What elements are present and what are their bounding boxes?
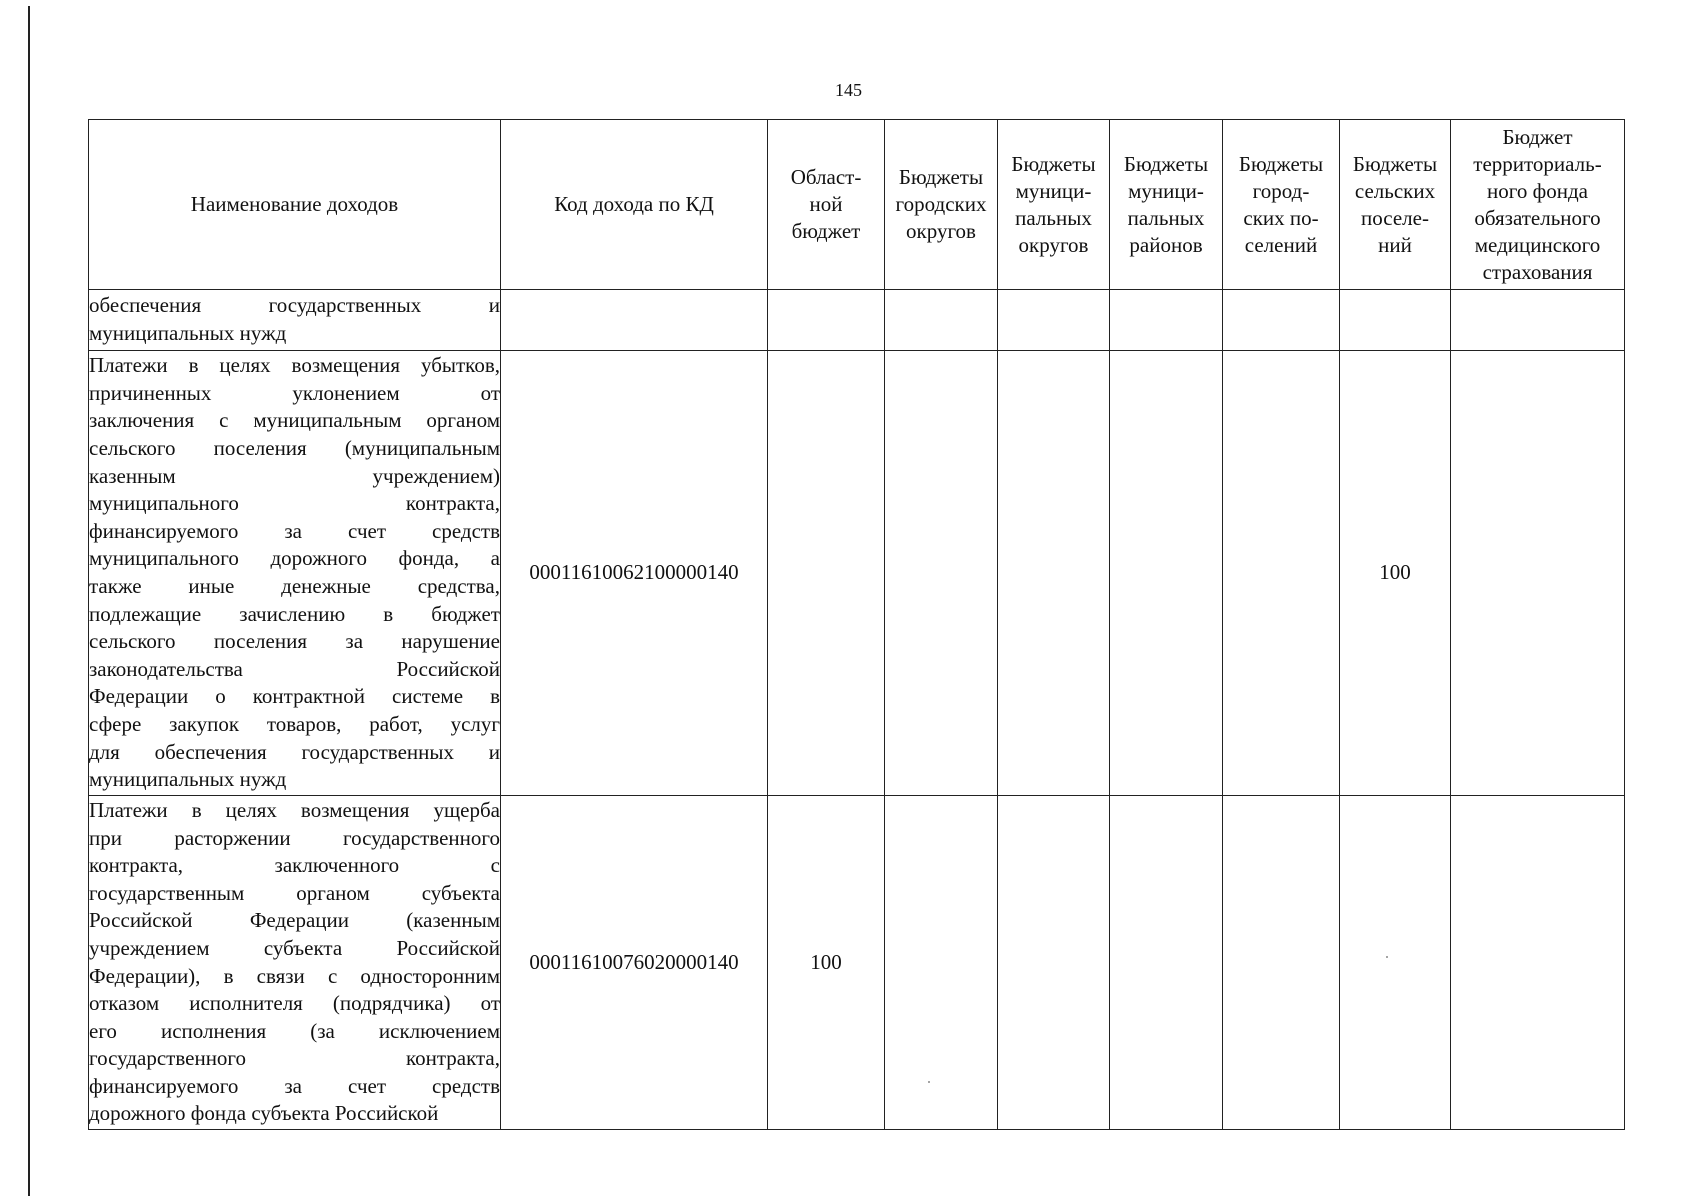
regional-budget-cell (768, 290, 885, 351)
header-city-districts (885, 120, 998, 290)
revenue-name-line: государственного контракта, (89, 1046, 500, 1071)
revenue-name-line: для обеспечения государственных и (89, 739, 500, 764)
revenue-name-line: казенным учреждением) (89, 463, 500, 488)
regional-budget-cell (768, 351, 885, 796)
revenue-name-cell (89, 796, 501, 1130)
revenue-name-line: законодательства Российской (89, 656, 500, 681)
header-tfoms-budget-text: Бюджет территориаль- ного фонда обязательного медицинского страхования (1473, 124, 1602, 284)
city-settlements-cell (1223, 290, 1340, 351)
header-revenue-name-text: Наименование доходов (190, 192, 399, 216)
revenue-name-cell (89, 351, 501, 796)
revenue-name-line: учреждением субъекта Российской (89, 935, 500, 960)
revenue-name-cell (89, 290, 501, 351)
revenue-name-line: подлежащие зачислению в бюджет (89, 601, 500, 626)
revenue-name-line: также иные денежные средства, (89, 574, 500, 598)
revenue-code-cell: 00011610062100000140 (501, 351, 768, 796)
regional-budget-cell: 100 (768, 796, 885, 1130)
revenue-name-line: Федерации о контрактной системе в (89, 684, 500, 709)
municipal-regions-cell (1110, 290, 1223, 351)
binding-margin-line (28, 6, 30, 1196)
city-settlements-cell (1223, 796, 1340, 1130)
header-city-settlements-text: Бюджеты город- ских по- селений (1238, 151, 1324, 257)
revenue-name-line: Платежи в целях возмещения убытков, (89, 353, 500, 378)
revenue-name-line: муниципального дорожного фонда, а (89, 546, 500, 571)
revenue-distribution-table (88, 119, 1625, 1130)
table-row (89, 796, 1625, 1130)
header-tfoms-budget (1451, 120, 1625, 290)
scan-speck (1386, 956, 1388, 958)
header-rural-settlements (1340, 120, 1451, 290)
municipal-districts-cell (998, 796, 1110, 1130)
revenue-name-line: сельского поселения за нарушение (89, 629, 500, 654)
revenue-name-line: сфере закупок товаров, работ, услуг (89, 711, 500, 736)
header-revenue-name (89, 120, 501, 290)
municipal-regions-cell (1110, 796, 1223, 1130)
revenue-name-line: муниципальных нужд (89, 767, 287, 792)
revenue-name-line: заключения с муниципальным органом (89, 408, 500, 433)
header-revenue-code (501, 120, 768, 290)
revenue-name-line: отказом исполнителя (подрядчика) от (89, 991, 500, 1016)
revenue-name-line: сельского поселения (муниципальным (89, 436, 500, 461)
city-settlements-cell (1223, 351, 1340, 796)
revenue-name-line: Федерации), в связи с односторонним (89, 963, 500, 988)
city-districts-cell (885, 796, 998, 1130)
revenue-name-line: его исполнения (за исключением (89, 1018, 500, 1043)
header-municipal-regions (1110, 120, 1223, 290)
municipal-regions-cell (1110, 351, 1223, 796)
header-municipal-regions-text: Бюджеты муници- пальных районов (1123, 151, 1209, 257)
municipal-districts-cell (998, 290, 1110, 351)
revenue-name-line: обеспечения государственных и (89, 293, 500, 318)
revenue-name-line: дорожного фонда субъекта Российской (89, 1101, 439, 1126)
revenue-name-line: Платежи в целях возмещения ущерба (89, 797, 500, 822)
revenue-name-line: муниципальных нужд (89, 321, 287, 345)
revenue-code-cell (501, 290, 768, 351)
header-rural-settlements-text: Бюджеты сельских поселе- ний (1352, 151, 1438, 257)
revenue-name-line: Российской Федерации (казенным (89, 908, 500, 933)
revenue-name-line: финансируемого за счет средств (89, 518, 500, 543)
header-municipal-districts-text: Бюджеты муници- пальных округов (1011, 151, 1096, 257)
page-number: 145 (835, 80, 862, 100)
revenue-name-line: муниципального контракта, (89, 491, 500, 516)
table-row (89, 290, 1625, 351)
rural-settlements-cell (1340, 290, 1451, 351)
table-header-row (89, 120, 1625, 290)
revenue-name-line: при расторжении государственного (89, 825, 500, 850)
tfoms-budget-cell (1451, 796, 1625, 1130)
table-row (89, 351, 1625, 796)
header-regional-budget-text: Област- ной бюджет (790, 165, 862, 243)
tfoms-budget-cell (1451, 290, 1625, 351)
revenue-name-line: причиненных уклонением от (89, 380, 500, 405)
revenue-name-line: государственным органом субъекта (89, 880, 500, 905)
header-municipal-districts (998, 120, 1110, 290)
revenue-name-line: контракта, заключенного с (89, 853, 500, 878)
header-city-districts-text: Бюджеты городских округов (895, 165, 987, 243)
rural-settlements-cell: 100 (1340, 351, 1451, 796)
rural-settlements-cell (1340, 796, 1451, 1130)
scan-speck (928, 1081, 930, 1083)
tfoms-budget-cell (1451, 351, 1625, 796)
header-revenue-code-text: Код дохода по КД (554, 192, 714, 216)
municipal-districts-cell (998, 351, 1110, 796)
city-districts-cell (885, 351, 998, 796)
header-city-settlements (1223, 120, 1340, 290)
header-regional-budget (768, 120, 885, 290)
city-districts-cell (885, 290, 998, 351)
revenue-code-cell: 00011610076020000140 (501, 796, 768, 1130)
revenue-name-line: финансируемого за счет средств (89, 1073, 500, 1098)
